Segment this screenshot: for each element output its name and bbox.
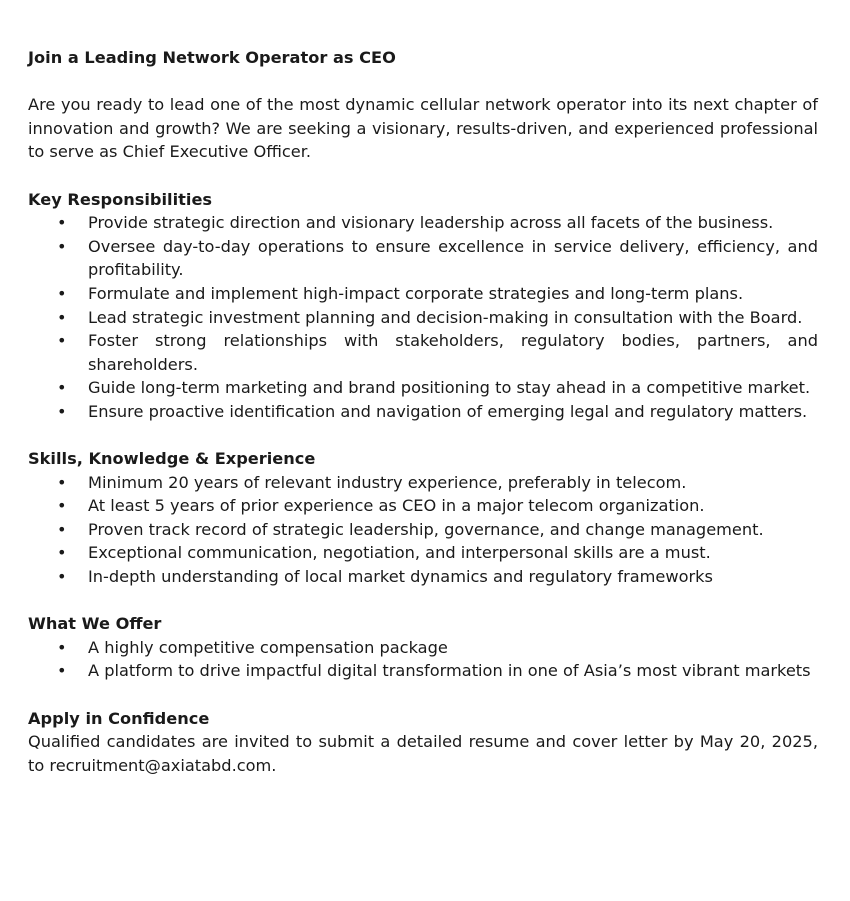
list-item: • Exceptional communication, negotiation, and interpersonal skills are a must. [28,541,818,565]
intro-paragraph: Are you ready to lead one of the most dynamic cellular network operator into its next chapter of innovation and growth? We are seeking a visionary, results-driven, and experienced professional to serve as Chief Executive Officer. [28,95,818,162]
responsibilities-list [28,211,818,423]
list-item: • Foster strong relationships with stakeholders, regulatory bodies, partners, and shareholders. [28,329,818,376]
offer-heading: What We Offer [28,614,162,634]
apply-heading: Apply in Confidence [28,708,210,728]
list-item: • Minimum 20 years of relevant industry experience, preferably in telecom. [28,471,818,495]
list-item: • Guide long-term marketing and brand positioning to stay ahead in a competitive market. [28,376,818,400]
list-item: • Oversee day-to-day operations to ensure excellence in service delivery, efficiency, and profitability. [28,235,818,282]
apply-paragraph: Qualified candidates are invited to submit a detailed resume and cover letter by May 20, 2025, to recruitment@axiatabd.com. [28,732,818,775]
list-item: • A platform to drive impactful digital transformation in one of Asia’s most vibrant markets [28,659,818,683]
skills-list [28,471,818,589]
list-item: • Proven track record of strategic leadership, governance, and change management. [28,518,818,542]
list-item: • At least 5 years of prior experience as CEO in a major telecom organization. [28,494,818,518]
list-item: • Ensure proactive identification and navigation of emerging legal and regulatory matters. [28,400,818,424]
list-item: • In-depth understanding of local market dynamics and regulatory frameworks [28,565,818,589]
list-item: • Formulate and implement high-impact corporate strategies and long-term plans. [28,282,818,306]
list-item: • Lead strategic investment planning and decision-making in consultation with the Board. [28,306,818,330]
list-item: • A highly competitive compensation package [28,636,818,660]
offer-list [28,636,818,683]
page-title: Join a Leading Network Operator as CEO [28,48,396,67]
responsibilities-heading: Key Responsibilities [28,189,213,209]
skills-heading: Skills, Knowledge & Experience [28,449,316,469]
list-item: • Provide strategic direction and visionary leadership across all facets of the business. [28,211,818,235]
